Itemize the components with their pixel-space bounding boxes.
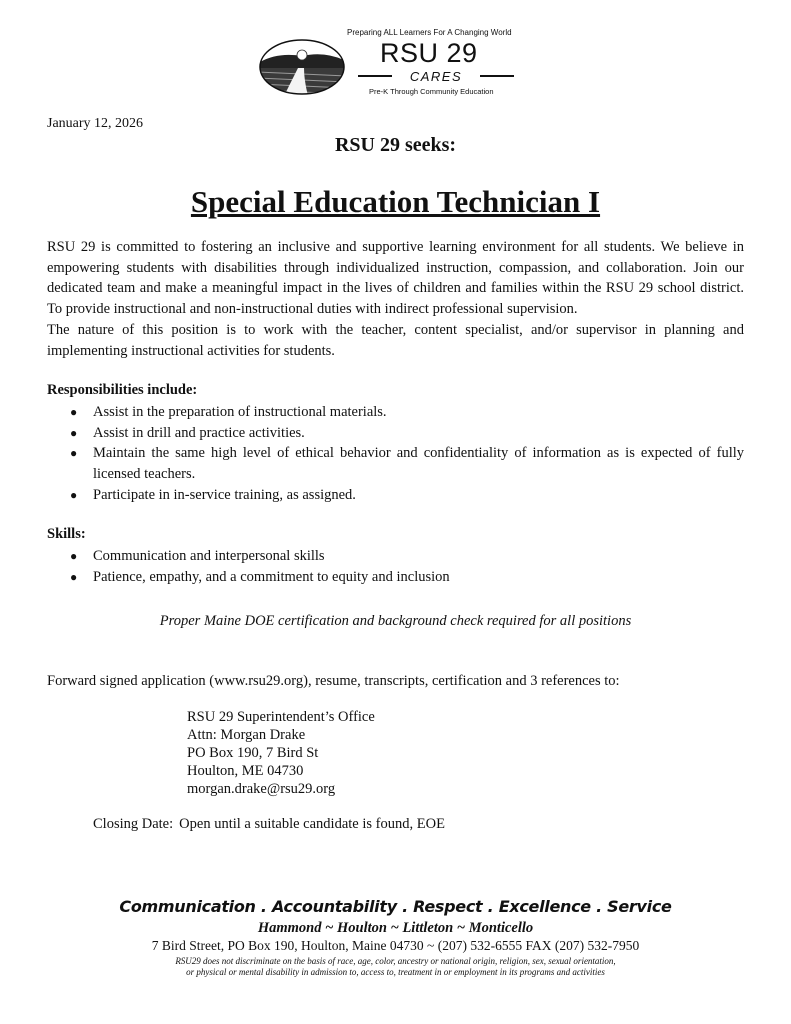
list-item-text: Assist in drill and practice activities.	[93, 424, 305, 441]
bullet-icon: ●	[70, 487, 78, 502]
divider	[358, 75, 392, 77]
bullet-icon: ●	[70, 425, 78, 440]
bullet-icon: ●	[70, 569, 78, 584]
list-item	[68, 443, 744, 484]
list-item-text: Communication and interpersonal skills	[93, 548, 325, 564]
list-item	[68, 485, 744, 506]
cares-row	[358, 68, 514, 84]
list-item	[68, 567, 744, 588]
district-logo	[258, 38, 346, 96]
bullet-icon: ●	[70, 446, 78, 461]
footer-disclaimer: or physical or mental disability in admission to, access to, treatment in or employment in its programs and activities	[186, 967, 605, 977]
forward-instructions: Forward signed application (www.rsu29.org), resume, transcripts, certification and 3 references to:	[47, 673, 620, 689]
intro-text	[47, 237, 744, 361]
list-item-text: Assist in the preparation of instructional materials.	[93, 404, 387, 420]
address-line: Houlton, ME 04730	[187, 763, 304, 779]
address-line: PO Box 190, 7 Bird St	[187, 745, 319, 761]
list-item	[68, 402, 744, 423]
skills-list	[68, 546, 744, 587]
intro-paragraph: The nature of this position is to work with the teacher, content specialist, and/or supervisor in planning and implementing instructional activities for students.	[47, 321, 744, 359]
footer-disclaimer: RSU29 does not discriminate on the basis of race, age, color, ancestry or national origin, religion, sex, sexual orientation,	[175, 956, 616, 966]
letterhead-tagline: Preparing ALL Learners For A Changing World	[347, 28, 512, 37]
list-item-text: Maintain the same high level of ethical behavior and confidentiality of information as is expected of fully licensed teachers.	[93, 445, 744, 483]
closing-label: Closing Date:	[93, 816, 174, 832]
footer-motto: Communication . Accountability . Respect . Excellence . Service	[119, 897, 672, 916]
letterhead-brand: RSU 29	[380, 38, 478, 68]
closing-date	[93, 816, 445, 833]
list-item-text: Patience, empathy, and a commitment to equity and inclusion	[93, 568, 450, 585]
letterhead-cares: CARES	[409, 68, 463, 84]
list-item	[68, 423, 744, 444]
list-item	[68, 546, 744, 567]
footer-contact: 7 Bird Street, PO Box 190, Houlton, Maine 04730 ~ (207) 532-6555 FAX (207) 532-7950	[151, 938, 640, 953]
responsibilities-heading: Responsibilities include:	[47, 382, 198, 398]
responsibilities-list	[68, 402, 744, 506]
intro-paragraph: RSU 29 is committed to fostering an inclusive and supportive learning environment for all students. We believe in empowering students with disabilities through individualized instruction, compassion, and collaboration. Join our dedicated team and make a meaningful impact in the lives of children and families within the RSU 29 school district. To provide instructional and non-instructional duties with indirect professional supervision.	[47, 239, 744, 318]
closing-value: Open until a suitable candidate is found, EOE	[179, 816, 445, 832]
footer-towns: Hammond ~ Houlton ~ Littleton ~ Monticello	[257, 920, 534, 936]
letterhead-subtag: Pre-K Through Community Education	[369, 87, 494, 96]
bullet-icon: ●	[70, 405, 78, 419]
certification-notice: Proper Maine DOE certification and background check required for all positions	[159, 613, 632, 629]
skills-heading: Skills:	[47, 526, 86, 542]
address-line: Attn: Morgan Drake	[187, 727, 306, 743]
address-line: RSU 29 Superintendent’s Office	[187, 709, 375, 725]
bullet-icon: ●	[70, 549, 78, 563]
posting-date: January 12, 2026	[47, 116, 144, 131]
mailing-address	[187, 708, 375, 798]
job-title: Special Education Technician I	[190, 184, 601, 219]
seeks-heading: RSU 29 seeks:	[334, 134, 457, 156]
contact-email: morgan.drake@rsu29.org	[187, 781, 336, 797]
divider	[480, 75, 514, 77]
list-item-text: Participate in in-service training, as assigned.	[93, 486, 356, 503]
